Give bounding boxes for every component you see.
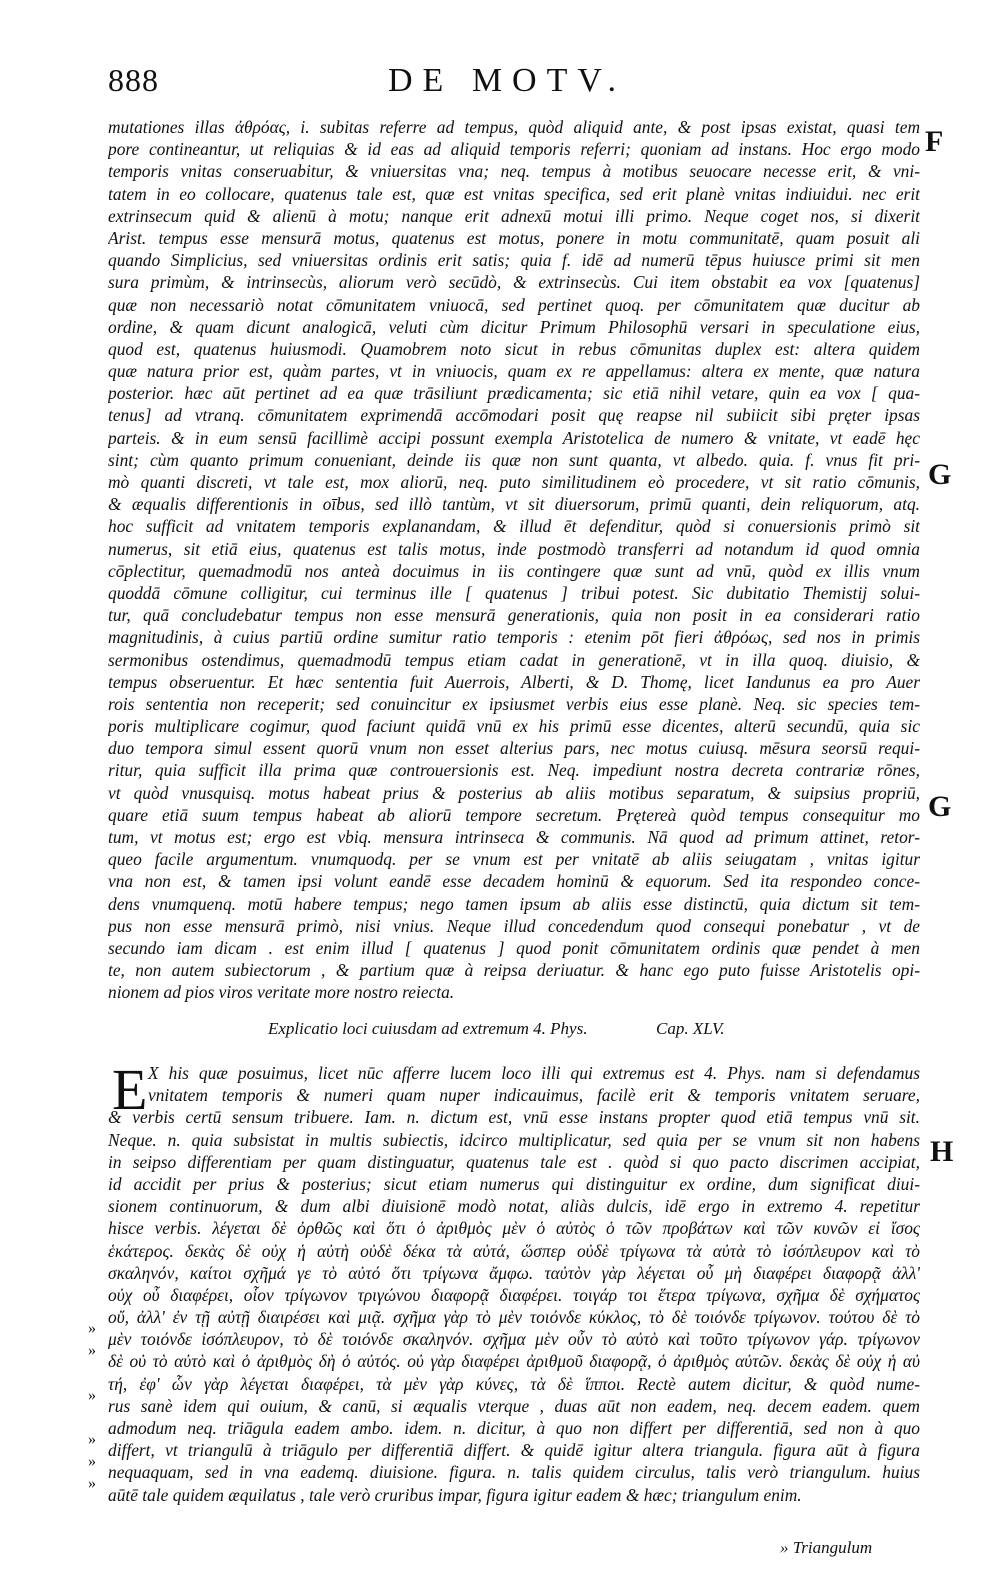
text-line: X his quæ posuimus, licet nūc afferre lucem loco illi qui extremus est 4. Phys. nam si defendamus xyxy=(148,1063,920,1083)
text-line: numerus, sit etiā eius, quatenus est talis motus, inde postmodò transferri ad notandum id quod omnia xyxy=(108,538,920,559)
catchword-footer xyxy=(780,1538,872,1558)
text-line: sint; cùm quanto primum conueniant, deinde iis quæ non sunt quanta, vt albedo. quia. f. vnus fit pri- xyxy=(108,449,920,470)
text-line: sionem continuorum, & dum albi diuisionē modò notat, aliàs dulcis, idē ergo in extremo 4. repetitur xyxy=(108,1196,920,1217)
text-line: quoddā cōmune colligitur, cui terminus ille [ quatenus ] tribui potest. Sic dubitatio Themistij solui- xyxy=(108,582,920,603)
catchword: Triangulum xyxy=(792,1538,873,1557)
quote-mark: » xyxy=(88,1342,96,1359)
text-line: in seipso differentiam per quam distinguatur, quatenus tale est . quòd si quo pacto discrimen accipiat, xyxy=(108,1151,920,1172)
text-line: posterior. hæc aūt pertinet ad ea quæ trāsiliunt prædicamenta; sic etiā nihil vetare, quin ea vox [ qua- xyxy=(108,383,920,404)
page-number: 888 xyxy=(108,62,159,98)
text-line: quæ non necessariò notat cōmunitatem vniuocā, sed pertinet quoq. per cōmunitatem quæ ducitur ab xyxy=(108,294,920,315)
text-line: Arist. tempus esse mensurā motus, quatenus est motus, ponere in motu communitatē, quam posuit ali xyxy=(108,227,920,248)
running-title: DE MOTV. xyxy=(388,62,627,99)
text-line: nionem ad pios viros veritate more nostro reiecta. xyxy=(108,982,455,1003)
text-line: extrinsecum quid & alienū à motu; nanque erit adnexū motui illi primo. Neque coget nos, si dixerit xyxy=(108,205,920,226)
text-line: secundo iam dicam . est enim illud [ quatenus ] quod ponit cōmunitatem ordinis quæ pendet à men xyxy=(108,937,920,958)
text-line: pore contineantur, ut reliquias & id eas ad aliquid temporis referri; quoniam ad instans. Hoc ergo modo xyxy=(108,139,920,160)
text-line: te, non autem subiectorum , & partium quæ à reipsa deriuatur. & hanc ego puto fuisse Aristotelis opi- xyxy=(108,960,920,981)
text-line: tempus obseruentur. Et hæc sententia fuit Auerrois, Alberti, & D. Thomę, licet Iandunus ea pro Auer xyxy=(108,671,920,692)
text-line: hisce verbis. λέγεται δὲ ὀρθῶς καὶ ὅτι ὁ ἀριθμὸς μὲν ὁ αὐτὸς ὁ τῶν προβάτων καὶ τῶν κυνῶν εἰ ἴσος xyxy=(108,1218,920,1239)
text-line: tum, vt motus est; ergo est vbiq. mensura intrinseca & communis. Nā quod ad primum attinet, retor- xyxy=(108,827,920,847)
text-line: parteis. & in eum sensū facillimè accipi possunt exempla Aristotelica de numero & vnitate, vt eadē hęc xyxy=(108,427,920,448)
text-line: queo facile argumentum. vnumquodq. per se vnum est per vnitatē ab aliis seiugatam , vnitas igitur xyxy=(108,849,920,870)
text-line: dens vnumquenq. motū habere tempus; nego tamen ipsum ab aliis esse distinctū, quia dictum sit tem- xyxy=(108,893,920,914)
text-line: σκαληνόν, καίτοι σχῆμά γε τὸ αὐτό ὅτι τρίγωνα ἄμφω. ταὐτὸν γὰρ λέγεται οὗ μὴ διαφέρει διαφορᾷ ἀλλ' xyxy=(108,1262,920,1283)
text-line: ἑκάτερος. δεκὰς δὲ οὐχ ἡ αὐτὴ οὐδὲ δέκα τὰ αὐτά, ὥσπερ οὐδὲ τρίγωνα τὰ αὐτὰ τὸ ἰσόπλευρον καὶ τὸ xyxy=(108,1240,920,1261)
text-line: & æqualis differentionis in oībus, sed illò tantùm, vt sit diuersorum, primū quanti, dein reliquorum, atq. xyxy=(108,494,920,515)
text-line: οὐχ οὗ διαφέρει, οἷον τρίγωνον τριγώνου διαφορᾷ διαφέρει. τοιγάρ τοι ἕτερα τρίγωνα, σχῆμα δὲ σχήματος xyxy=(108,1284,920,1305)
chapter-number: Cap. XLV. xyxy=(656,1019,725,1038)
text-line: cōplectitur, quemadmodū nos anteà docuimus in iis contingere quæ sunt ad vnū, quòd ex illis vnum xyxy=(108,560,920,581)
page-header xyxy=(108,62,708,102)
body-text-section-one xyxy=(108,116,920,1004)
text-line: admodum neq. triāgula eadem ambo. idem. n. dicitur, à quo non differt per differentiā, sed non à quo xyxy=(108,1418,920,1438)
text-line: id accidit per prius & posterius; sicut etiam numerus qui distinguitur ex ordine, dum significat diui- xyxy=(108,1173,920,1194)
text-line: hoc sufficit ad vnitatem temporis explanandam, & illud ēt defenditur, quòd si conuersionis primò sit xyxy=(108,516,920,537)
text-line: τή, ἐφ' ὧν γὰρ λέγεται διαφέρει, τὰ μὲν γὰρ κύνες, τὰ δὲ ἵπποι. Rectè autem dicitur, & quòd nume- xyxy=(108,1373,920,1394)
text-line: quod est, quatenus huiusmodi. Quamobrem noto sicut in rebus cōmunitas duplex est: altera quidem xyxy=(108,338,920,359)
text-line: poris multiplicare cogimur, quod faciunt quidā vnū ex his primū esse dicentes, alterū secundū, quia sic xyxy=(108,716,920,737)
text-line: & verbis certū sensum tribuere. Iam. n. dictum est, vnū esse instans propter quod etiā tempus vnū sit. xyxy=(108,1107,920,1128)
text-line: οὔ, ἀλλ' ἐν τῇ αὐτῇ διαιρέσει καὶ μιᾷ. σχῆμα γὰρ τὸ μὲν τοιόνδε κύκλος, τὸ δὲ τοιόνδε τρίγωνον. τούτου δὲ τὸ xyxy=(108,1307,920,1328)
caption-text: Explicatio loci cuiusdam ad extremum 4. Phys. xyxy=(268,1019,588,1038)
text-line: vt quòd vnusquisq. motus habeat prius & posterius ab aliis motibus separatum, & suipsius propriū, xyxy=(108,782,920,803)
margin-letter-g-second: G xyxy=(928,790,952,823)
drop-cap-initial: E xyxy=(112,1057,148,1122)
text-line: differt, vt triangulū à triāgulo per differentiā differt. & quidē igitur altera triangula. figura aūt à figura xyxy=(108,1440,920,1461)
margin-letter-f: F xyxy=(925,125,944,158)
text-line: pus non esse mensurā primò, nisi vnius. Neque illud concedendum quod consequi ponebatur , vt de xyxy=(108,915,920,936)
text-line: sermonibus ostendimus, quemadmodū tempus etiam cadat in generationē, vt in illa quoq. diuisio, & xyxy=(108,649,920,670)
text-line: tur, quā concludebatur tempus non esse mensurā generationis, quia non posit in ea considerari ratio xyxy=(108,605,920,626)
text-line: ordine, & quam dicunt analogicā, veluti cùm dicitur Primum Philosophū versari in speculatione eius, xyxy=(108,316,920,337)
text-line: tatem in eo collocare, quatenus tale est, quæ est vnitas specifica, sed erit planè vnitas indiuidui. nec erit xyxy=(108,183,920,204)
text-line: duo tempora simul essent quorū vnum non esset alterius pars, nec motus cuiusq. mēsura seorsū requi- xyxy=(108,738,920,759)
text-line: magnitudinis, à cuius partiū ordine sumitur ratio temporis : etenim pōt fieri ἀθρόως, sed nos in primis xyxy=(108,627,920,648)
catchword-mark: » xyxy=(780,1538,789,1557)
text-line: quæ natura prior est, quàm partes, vt in vniuocis, quam ex re appellamus: altera ex mente, quæ natura xyxy=(108,361,920,382)
text-line: vnitatem temporis & numeri quam nuper indicauimus, facilè erit & temporis vnitatem seruare, xyxy=(148,1085,920,1106)
body-text-section-two xyxy=(108,1057,920,1506)
quote-mark: » xyxy=(88,1453,96,1470)
margin-letter-h: H xyxy=(930,1135,954,1168)
quote-mark: » xyxy=(88,1475,96,1492)
text-line: rus sanè idem qui ouium, & canū, si æqualis vterque , duas aūt non eadem, neq. decem eadem. quem xyxy=(108,1395,920,1416)
text-line: ritur, quia sufficit illa prima quæ controuersionis est. Neq. impediunt nostra decreta contrariæ rōnes, xyxy=(108,760,920,781)
text-line: mutationes illas ἀθρόας, i. subitas referre ad tempus, quòd aliquid ante, & post ipsas existat, quasi tem xyxy=(108,117,920,137)
text-line: mò quanti discreti, vt tale est, mox aliorū, neq. puto similitudinem eò procedere, vt sit ratio cōmunis, xyxy=(108,472,920,492)
text-line: sura primùm, & intrinsecùs, aliorum verò secūdò, & extrinsecùs. Cui item obstabit ea vox [quatenus] xyxy=(108,272,920,293)
chapter-caption xyxy=(268,1019,828,1039)
text-line: nequaquam, sed in vna eademq. diuisione. figura. n. talis quidem circulus, talis verò triangulum. huius xyxy=(108,1462,920,1483)
text-line: rois sententia non receperit; sed conuincitur ex ipsiusmet verbis eius esse planè. Neq. sic species tem- xyxy=(108,693,920,714)
quote-mark: » xyxy=(88,1431,96,1448)
text-line: vna non est, & tamen ipsi volunt eandē esse decadem hominū & equorum. Sed ita respondeo conce- xyxy=(108,871,920,892)
text-line: temporis vnitas conseruabitur, & vniuersitas vna; neq. tempus à motibus seuocare necesse erit, & vni- xyxy=(108,161,920,182)
text-line: Neque. n. quia subsistat in multis subiectis, idcirco multiplicatur, sed quia per se vnum sit non habens xyxy=(108,1129,920,1150)
text-line: μὲν τοιόνδε ἰσόπλευρον, τὸ δὲ τοιόνδε σκαληνόν. σχῆμα μὲν οὖν τὸ αὐτὸ καὶ τοῦτο τρίγωνον γάρ. τρίγωνον xyxy=(108,1329,920,1350)
quote-mark: » xyxy=(88,1387,96,1404)
text-line: quare etiā suum tempus habeat ab aliorū tempore secretum. Prętereà quòd tempus consequitur mo xyxy=(108,804,920,825)
text-line: aūtē tale quidem æquilatus , tale verò cruribus impar, figura igitur eadem & hæc; triangulum enim. xyxy=(108,1484,802,1505)
margin-letter-g: G xyxy=(928,458,952,491)
quote-mark: » xyxy=(88,1320,96,1337)
text-line: quando Simplicius, sed vniuersitas ordinis erit satis; quia f. idē ad numerū tēpus huiusce primi sit men xyxy=(108,250,920,271)
text-line: δὲ οὐ τὸ αὐτὸ καὶ ὁ ἀριθμὸς δὴ ὁ αὐτός. οὐ γὰρ διαφέρει ἀριθμοῦ διαφορᾷ, ὁ ἀριθμὸς αὐτῶν. δεκὰς δὲ οὐχ ἡ αὐ xyxy=(108,1351,920,1372)
text-line: tenus] ad vtranq. cōmunitatem exprimendā accōmodari posit quę reapse nil subiicit sibi pręter ipsas xyxy=(108,405,920,426)
